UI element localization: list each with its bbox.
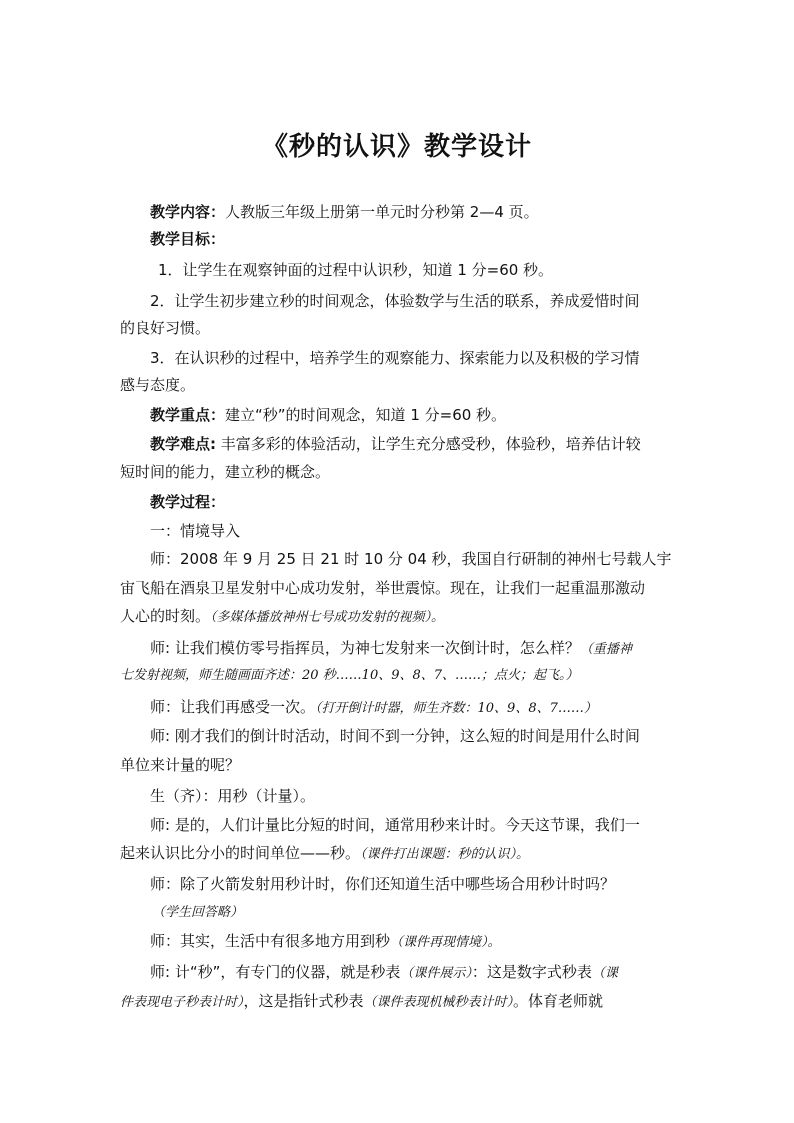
paragraph-4-line1: 师: 刚才我们的倒计时活动，时间不到一分钟，这么短的时间是用什么时间 <box>150 727 640 745</box>
content-text: 人教版三年级上册第一单元时分秒第 2—4 页。 <box>225 203 539 221</box>
paragraph-10-line2 <box>120 991 680 1013</box>
paragraph-2-line2: 七发射视频，师生随画面齐述：20 秒……10、9、8、7、……；点火；起飞。） <box>120 668 579 683</box>
objective-item-2-line2: 的良好习惯。 <box>120 319 211 337</box>
paragraph-1-line2: 宙飞船在酒泉卫星发射中心成功发射，举世震惊。现在，让我们一起重温那激动 <box>120 579 646 597</box>
paragraph-10-line1 <box>150 962 710 984</box>
paragraph-3-note: （打开倒计时器，师生齐数：10、9、8、7……） <box>315 701 597 716</box>
objective-item-3-line2: 感与态度。 <box>120 376 196 394</box>
difficulty-line1 <box>150 434 710 454</box>
paragraph-8-note: （学生回答略） <box>152 905 244 920</box>
paragraph-6-text: 起来认识比分小的时间单位——秒。 <box>120 844 361 862</box>
paragraph-9-line <box>150 931 710 953</box>
paragraph-10-note-b2: （课件表现机械秒表计时） <box>363 995 514 1010</box>
objective-item-3-line1: 3．在认识秒的过程中，培养学生的观察能力、探索能力以及积极的学习情 <box>150 349 640 367</box>
paragraph-10-note-a: （课件展示） <box>400 966 472 981</box>
difficulty-text: 丰富多彩的体验活动，让学生充分感受秒，体验秒，培养估计较 <box>216 435 641 453</box>
section-1-heading: 一：情境导入 <box>150 522 241 540</box>
key-point-line <box>150 405 710 425</box>
paragraph-10-text-b: ，这是指针式秒表 <box>243 992 364 1010</box>
paragraph-9-note: （课件再现情境）。 <box>390 935 501 950</box>
content-label: 教学内容： <box>150 203 226 221</box>
paragraph-1-note: （多媒体播放神州七号成功发射的视频）。 <box>210 610 445 625</box>
paragraph-10-text-b2: 。体育老师就 <box>513 992 604 1010</box>
content-line <box>150 202 710 222</box>
paragraph-1-line1: 师：2008 年 9 月 25 日 21 时 10 分 04 秒，我国自行研制的神州七号载人宇 <box>150 550 672 568</box>
paragraph-3-line <box>150 697 710 719</box>
paragraph-2-note-a: （重播神 <box>579 642 632 657</box>
difficulty-line2: 短时间的能力，建立秒的概念。 <box>120 463 331 481</box>
paragraph-6-line1: 师: 是的，人们计量比分短的时间，通常用秒来计时。今天这节课，我们一 <box>150 816 640 834</box>
objective-item-1: 1．让学生在观察钟面的过程中认识秒，知道 1 分=60 秒。 <box>158 261 554 279</box>
paragraph-10-note-a2: （课 <box>591 966 618 981</box>
paragraph-1-line3 <box>120 606 680 628</box>
paragraph-9-text: 师：其实，生活中有很多地方用到秒 <box>150 932 391 950</box>
paragraph-10-text-a2: ：这是数字式秒表 <box>471 963 592 981</box>
difficulty-label: 教学难点: <box>150 435 216 453</box>
paragraph-2-text: 师: 让我们模仿零号指挥员，为神七发射来一次倒计时，怎么样？ <box>150 639 580 657</box>
paragraph-10-note-b: 件表现电子秒表计时） <box>120 995 244 1010</box>
paragraph-6-line2 <box>120 843 680 865</box>
key-point-label: 教学重点： <box>150 406 226 424</box>
paragraph-7-line: 师：除了火箭发射用秒计时，你们还知道生活中哪些场合用秒计时吗？ <box>150 875 616 893</box>
objective-item-2-line1: 2．让学生初步建立秒的时间观念，体验数学与生活的联系，养成爱惜时间 <box>150 292 640 310</box>
paragraph-1-text: 人心的时刻。 <box>120 607 211 625</box>
paragraph-10-text-a: 师: 计“秒”，有专门的仪器，就是秒表 <box>150 963 401 981</box>
objectives-label: 教学目标： <box>150 230 226 248</box>
document-title: 《秒的认识》教学设计 <box>261 132 532 162</box>
paragraph-2-line1 <box>150 638 710 660</box>
paragraph-3-text: 师：让我们再感受一次。 <box>150 698 316 716</box>
paragraph-6-note: （课件打出课题：秒的认识）。 <box>360 847 530 862</box>
paragraph-4-line2: 单位来计量的呢？ <box>120 756 241 774</box>
process-label: 教学过程： <box>150 493 226 511</box>
paragraph-5-line: 生（齐）：用秒（计量）。 <box>150 787 316 805</box>
key-point-text: 建立“秒”的时间观念，知道 1 分=60 秒。 <box>225 406 507 424</box>
